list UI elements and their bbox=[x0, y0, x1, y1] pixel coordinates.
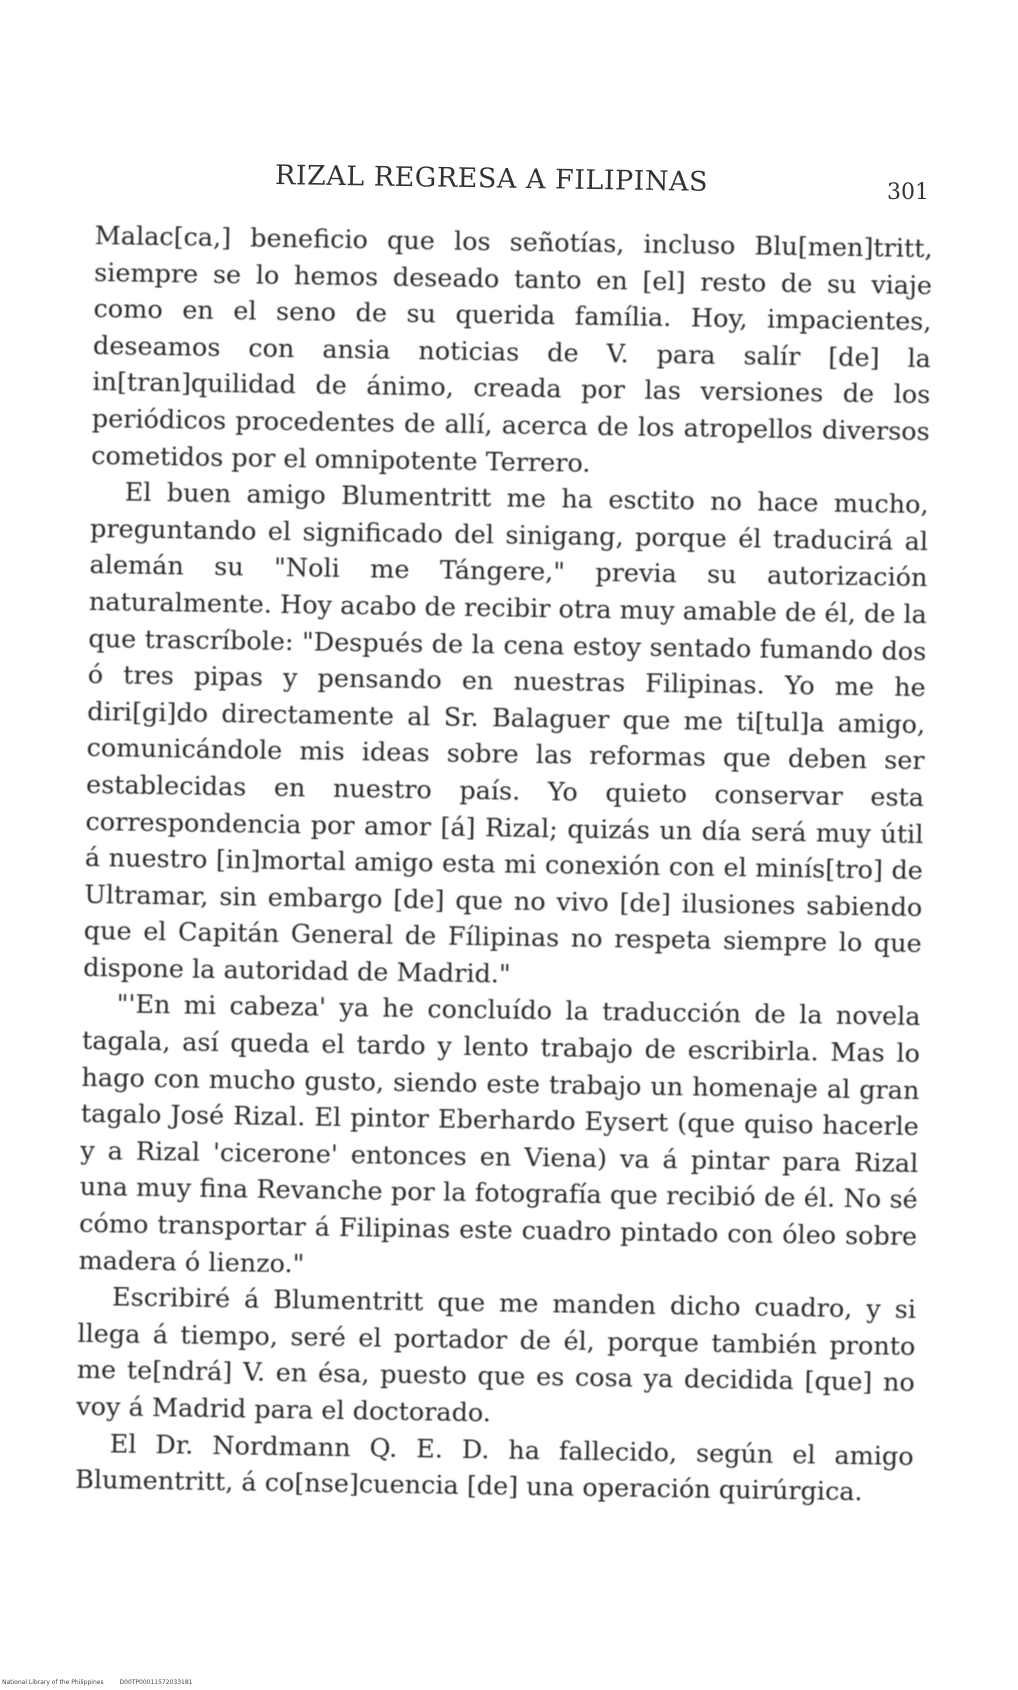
paragraph-5: El Dr. Nordmann Q. E. D. ha fallecido, según el amigo Blumentritt, á co[nse]cuencia [de] una operación quirúrgica. bbox=[74, 1428, 914, 1508]
scan-code: D00TP00011572033181 bbox=[119, 1679, 193, 1686]
scan-footer bbox=[2, 1679, 192, 1686]
paragraph-4: Escribiré á Blumentritt que me manden dicho cuadro, y si llega á tiempo, seré el portador de él, porque también pronto me te[ndrá] V. en ésa, puesto que es cosa ya decidida [que] no voy á Madrid para el doctorado. bbox=[76, 1282, 917, 1429]
page-header bbox=[95, 160, 935, 210]
running-title: RIZAL REGRESA A FILIPINAS bbox=[274, 160, 709, 198]
paragraph-2: El buen amigo Blumentritt me ha esctito no hace mucho, preguntando el significado del sinigang, porque él traducirá al alemán su "Noli me Tángere," previa su autorización naturalmente. Hoy acabo de recibir otra muy amable de él, de la que trascríbole: "Después de la cena estoy sentado fumando dos ó tres pipas y pensando en nuestras Filipinas. Yo me he diri[gi]do directamente al Sr. Balaguer que me ti[tul]a amigo, comunicándole mis ideas sobre las reformas que deben ser establecidas en nuestro país. Yo quieto conservar esta correspondencia por amor [á] Rizal; quizás un día será muy útil á nuestro [in]mortal amigo esta mi conexión con el minís[tro] de Ultramar, sin embargo [de] que no vivo [de] ilusiones sabiendo que el Capitán General de Fílipinas no respeta siempre lo que dispone la autoridad de Madrid." bbox=[82, 477, 929, 990]
body-text bbox=[75, 218, 933, 1512]
page-number: 301 bbox=[887, 180, 929, 205]
paragraph-3: "'En mi cabeza' ya he concluído la traducción de la novela tagala, así queda el tardo y lento trabajo de escribirla. Mas lo hago con mucho gusto, siendo este trabajo un homenaje al gran tagalo José Rizal. El pintor Eberhardo Eysert (que quiso hacerle y a Rizal 'cicerone' entonces en Viena) va á pintar para Rizal una muy fina Revanche por la fotografía que recibió de él. No sé cómo transportar á Filipinas este cuadro pintado con óleo sobre madera ó lienzo." bbox=[78, 989, 921, 1280]
paragraph-1: Malac[ca,] beneficio que los señotías, incluso Blu[men]tritt, siempre se lo hemos deseado tanto en [el] resto de su viaje como en el seno de su querida família. Hoy, impacientes, deseamos con ansia noticias de V. para salír [de] la in[tran]quilidad de ánimo, creada por las versiones de los periódicos procedentes de allí, acerca de los atropellos diversos cometidos por el omnipotente Terrero. bbox=[91, 220, 933, 479]
library-credit: National Library of the Philippines bbox=[2, 1679, 104, 1686]
